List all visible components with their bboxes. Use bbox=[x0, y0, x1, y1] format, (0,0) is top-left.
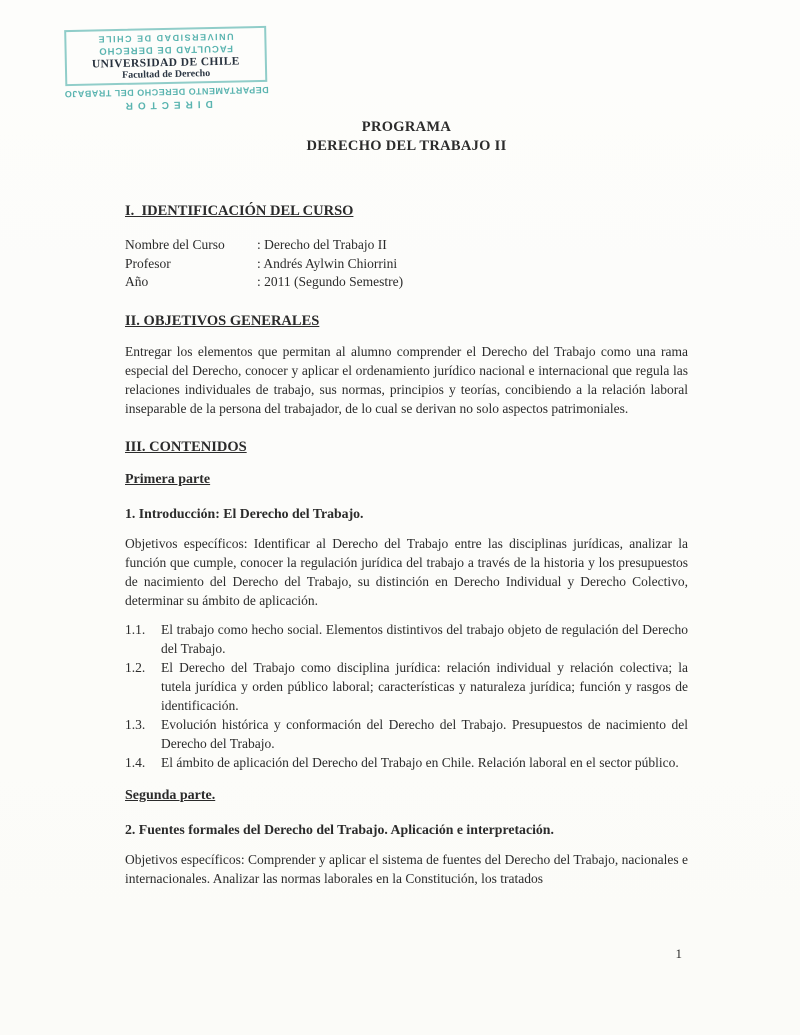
part-2-heading: Segunda parte. bbox=[125, 787, 216, 803]
field-value-professor: : Andrés Aylwin Chiorrini bbox=[257, 255, 398, 271]
document-title bbox=[125, 118, 688, 156]
field-value-year: : 2011 (Segundo Semestre) bbox=[257, 274, 404, 289]
document-title-line1: PROGRAMA bbox=[361, 119, 452, 135]
year-row bbox=[125, 273, 688, 292]
list-item-text: El ámbito de aplicación del Derecho del Trabajo en Chile. Relación laboral en el sector público. bbox=[161, 754, 679, 770]
section-2-heading: II. OBJETIVOS GENERALES bbox=[125, 312, 320, 329]
course-name-row bbox=[125, 236, 688, 255]
general-objectives-paragraph: Entregar los elementos que permitan al alumno comprender el Derecho del Trabajo como una rama especial del Derecho, conocer y aplicar el ordenamiento jurídico nacional e internacional que regula las relaciones individuales de trabajo, sus normas, principios y teorías, concibiendo a la relación laboral inseparable de la persona del trabajador, de lo cual se derivan no solo aspectos patrimoniales. bbox=[125, 343, 688, 416]
topic-1-objectives-paragraph: Objetivos específicos: Identificar al Derecho del Trabajo entre las disciplinas jurídicas, analizar la función que cumple, conocer la regulación jurídica del trabajo a través de la historia y los presupuestos de nacimiento del Derecho del Trabajo, su distinción en Derecho Individual y Derecho Colectivo, determinar su ámbito de aplicación. bbox=[125, 535, 688, 608]
topic-2-objectives-paragraph: Objetivos específicos: Comprender y aplicar el sistema de fuentes del Derecho del Trabajo, nacionales e internacionales. Analizar las normas laborales en la Constitución, los tratados bbox=[125, 851, 688, 886]
field-value-course-name: : Derecho del Trabajo II bbox=[257, 237, 387, 252]
page-number: 1 bbox=[675, 946, 682, 961]
list-item-1-3 bbox=[125, 715, 688, 753]
stamp-mirrored-text-department: DEPARTAMENTO DERECHO DEL TRABAJO bbox=[64, 84, 269, 100]
list-item-text: Evolución histórica y conformación del Derecho del Trabajo. Presupuestos de nacimiento del Derecho del Trabajo. bbox=[161, 716, 688, 751]
stamp-mirrored-text-director: DIRECTOR bbox=[120, 98, 213, 111]
field-label-year: Año bbox=[125, 274, 149, 289]
topic-1-item-list bbox=[125, 620, 688, 772]
document-title-line2: DERECHO DEL TRABAJO II bbox=[306, 138, 507, 154]
stamp-mirrored-text-university: UNIVERSIDAD DE CHILE bbox=[97, 31, 234, 45]
part-2-heading-row bbox=[125, 772, 688, 804]
document-content bbox=[125, 0, 688, 888]
section-2-heading-row bbox=[125, 312, 688, 330]
list-item-number: 1.1. bbox=[125, 621, 146, 637]
list-item-1-4 bbox=[125, 753, 688, 772]
section-1-heading: I. IDENTIFICACIÓN DEL CURSO bbox=[125, 203, 354, 219]
field-label-course-name: Nombre del Curso bbox=[125, 237, 225, 252]
stamp-university-name: UNIVERSIDAD DE CHILE bbox=[91, 55, 240, 71]
stamp-faculty-name: Facultad de Derecho bbox=[121, 68, 211, 81]
list-item-number: 1.4. bbox=[125, 754, 146, 770]
list-item-text: El Derecho del Trabajo como disciplina jurídica: relación individual y relación colectiva; la tutela jurídica y orden público laboral; características y naturaleza jurídica; función y rasgos de identificación. bbox=[161, 659, 688, 713]
field-label-professor: Profesor bbox=[125, 255, 171, 271]
list-item-1-1 bbox=[125, 620, 688, 658]
topic-1-heading: 1. Introducción: El Derecho del Trabajo. bbox=[125, 505, 364, 521]
list-item-number: 1.2. bbox=[125, 659, 146, 675]
list-item-text: El trabajo como hecho social. Elementos distintivos del trabajo objeto de regulación del Derecho del Trabajo. bbox=[161, 621, 688, 656]
section-1-heading-row bbox=[125, 202, 688, 220]
topic-2-heading: 2. Fuentes formales del Derecho del Trabajo. Aplicación e interpretación. bbox=[125, 821, 554, 837]
professor-row bbox=[125, 255, 688, 274]
stamp-mirrored-text-faculty: FACULTAD DE DERECHO bbox=[98, 42, 234, 57]
section-3-heading: III. CONTENIDOS bbox=[125, 438, 247, 455]
list-item-1-2 bbox=[125, 658, 688, 715]
part-1-heading: Primera parte bbox=[125, 471, 211, 487]
section-3-heading-row bbox=[125, 438, 688, 456]
list-item-number: 1.3. bbox=[125, 716, 146, 732]
part-1-heading-row bbox=[125, 456, 688, 488]
course-info-fields bbox=[125, 236, 688, 292]
